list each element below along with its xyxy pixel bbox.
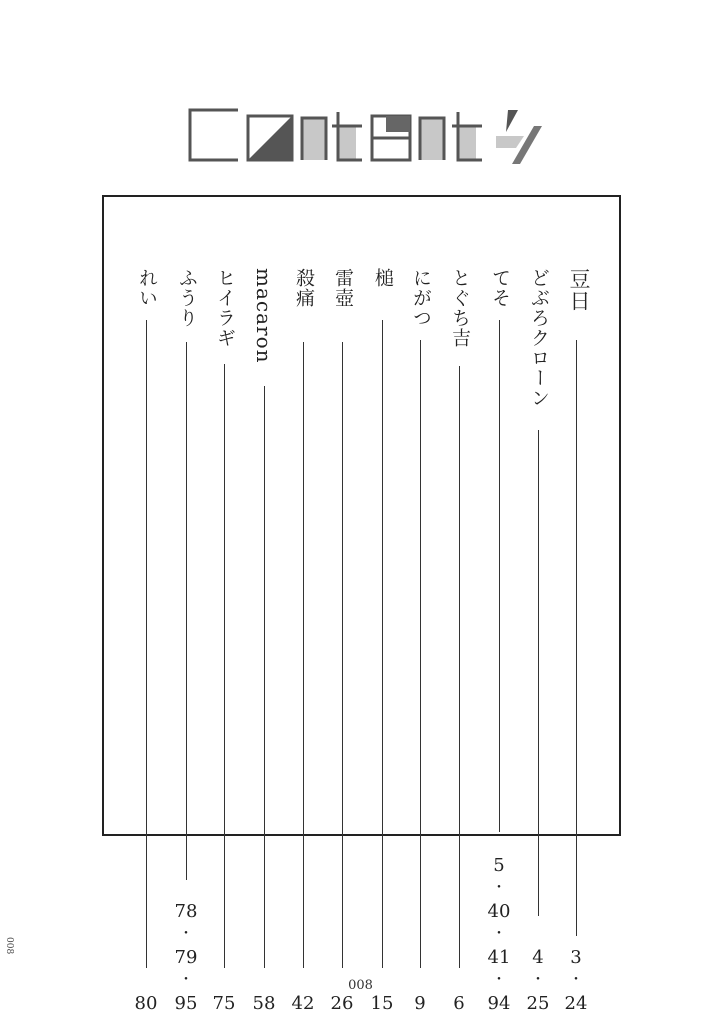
page-number: 9 — [414, 993, 426, 1014]
leader-line — [576, 340, 577, 936]
leader-line — [459, 366, 460, 968]
leader-line — [538, 430, 539, 916]
page-numbers — [116, 992, 176, 1015]
page-number: 58 — [252, 993, 276, 1014]
title-letter-t2 — [452, 112, 482, 160]
separator-dot: ・ — [492, 880, 506, 896]
title-letter-s — [496, 110, 542, 164]
title-letter-n1 — [302, 118, 326, 160]
page-number: 79 — [174, 947, 198, 968]
page-number: 5 — [493, 855, 505, 876]
page-number: 94 — [487, 993, 511, 1014]
author-name: 槌 — [372, 268, 394, 288]
author-name: とぐち吉 — [449, 268, 471, 348]
leader-line — [382, 320, 383, 968]
leader-line — [264, 386, 265, 968]
page-number: 25 — [526, 993, 550, 1014]
author-name: てそ — [489, 268, 511, 308]
separator-dot: ・ — [492, 926, 506, 942]
author-name: macaron — [252, 268, 276, 364]
author-name: ふうり — [176, 268, 198, 328]
title-letter-t1 — [332, 112, 362, 160]
separator-dot: ・ — [492, 972, 506, 988]
leader-line — [342, 342, 343, 968]
page-number: 80 — [134, 993, 158, 1014]
page-number: 75 — [212, 993, 236, 1014]
author-name: 雷壺 — [332, 268, 354, 308]
page-number: 26 — [330, 993, 354, 1014]
leader-line — [499, 320, 500, 832]
leader-line — [303, 342, 304, 968]
page-number: 41 — [487, 947, 511, 968]
author-name: 殺痛 — [293, 268, 315, 308]
page-number: 24 — [564, 993, 588, 1014]
leader-line — [146, 320, 147, 968]
page-number: 78 — [174, 901, 198, 922]
leader-line — [224, 364, 225, 968]
page-number: 95 — [174, 993, 198, 1014]
page-number: 6 — [453, 993, 465, 1014]
author-name: どぶろクローン — [528, 268, 550, 408]
contents-title-logo — [186, 108, 548, 166]
leader-line — [186, 342, 187, 880]
author-name: ヒイラギ — [214, 268, 236, 348]
title-letter-c — [190, 110, 238, 160]
separator-dot: ・ — [179, 972, 193, 988]
page-number: 4 — [532, 947, 544, 968]
separator-dot: ・ — [179, 926, 193, 942]
page-number: 42 — [291, 993, 315, 1014]
page-number: 3 — [570, 947, 582, 968]
page-number-footer: 008 — [348, 978, 373, 993]
title-letter-n2 — [420, 118, 444, 160]
author-name: にがつ — [410, 268, 432, 328]
separator-dot: ・ — [531, 972, 545, 988]
side-page-number: 008 — [4, 937, 14, 955]
title-letter-e — [372, 116, 410, 160]
page-number: 15 — [370, 993, 394, 1014]
leader-line — [420, 340, 421, 968]
separator-dot: ・ — [569, 972, 583, 988]
page-number: 40 — [487, 901, 511, 922]
author-name: れい — [136, 268, 158, 308]
author-name: 豆日 — [567, 268, 591, 312]
